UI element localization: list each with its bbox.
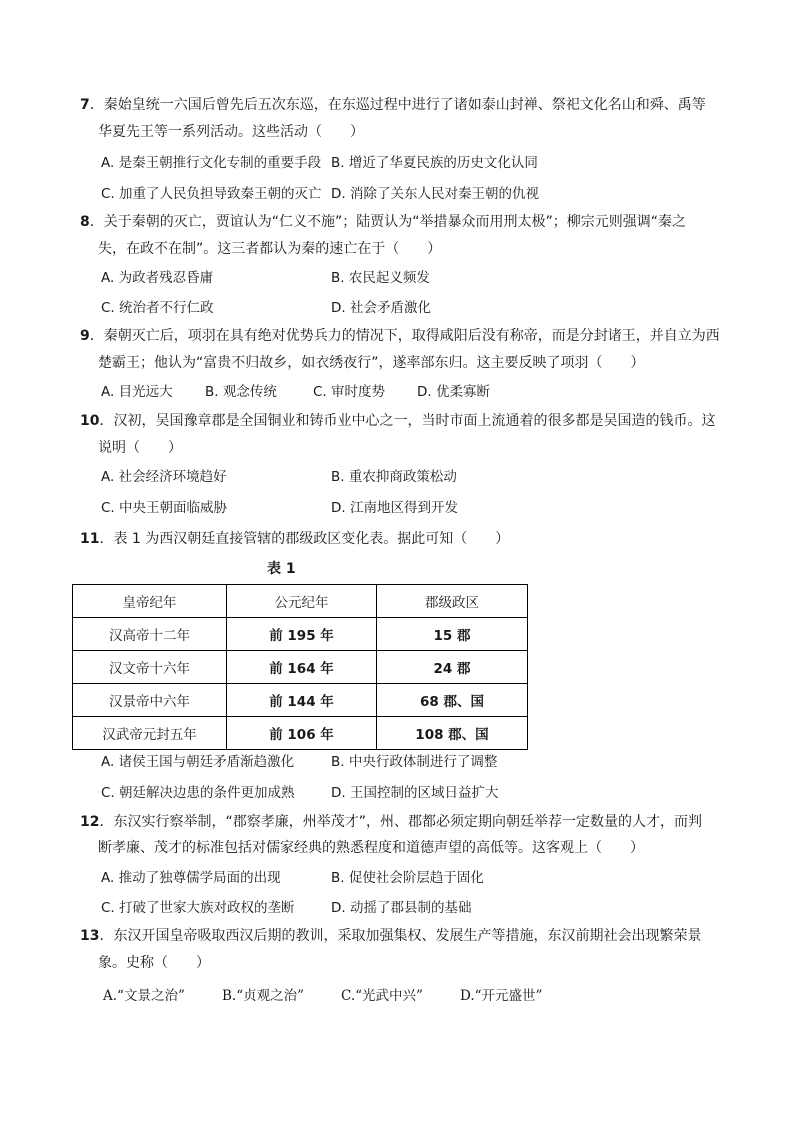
table-header-cell: 郡级政区 (377, 585, 528, 618)
table-cell: 108 郡、国 (377, 717, 528, 750)
question-text: ．关于秦朝的灭亡，贾谊认为“仁义不施”；陆贾认为“举措暴众而用刑太极”；柳宗元则强调“秦之 (89, 214, 687, 230)
table-header-cell: 公元纪年 (227, 585, 377, 618)
question-12-option-d[interactable]: D. 动摇了郡县制的基础 (331, 900, 472, 916)
table-cell: 24 郡 (377, 651, 528, 684)
question-12-option-c[interactable]: C. 打破了世家大族对政权的垄断 (101, 900, 295, 916)
table-cell: 15 郡 (377, 618, 528, 651)
question-10-stem-cont: 说明（ ） (98, 440, 182, 456)
table-cell: 前 164 年 (227, 651, 377, 684)
question-13-stem (80, 926, 701, 946)
table-cell: 汉武帝元封五年 (73, 717, 227, 750)
question-10-stem (80, 411, 715, 431)
question-11-option-a[interactable]: A. 诸侯王国与朝廷矛盾渐趋激化 (101, 754, 295, 770)
question-number: 8 (80, 214, 90, 230)
question-11-option-b[interactable]: B. 中央行政体制进行了调整 (331, 754, 498, 770)
question-12-stem-cont: 断孝廉、茂才的标准包括对儒家经典的熟悉程度和道德声望的高低等。这客观上（ ） (98, 840, 644, 856)
question-11-option-d[interactable]: D. 王国控制的区域日益扩大 (331, 785, 499, 801)
question-13-stem-cont: 象。史称（ ） (98, 955, 210, 971)
question-number: 13 (80, 928, 100, 944)
question-12-option-a[interactable]: A. 推动了独尊儒学局面的出现 (101, 870, 281, 886)
question-number: 12 (80, 814, 100, 830)
question-8-stem (80, 212, 686, 232)
question-text: ．秦朝灭亡后，项羽在具有绝对优势兵力的情况下，取得咸阳后没有称帝，而是分封诸王，并自立为西 (89, 328, 720, 344)
table-cell: 前 144 年 (227, 684, 377, 717)
question-9-option-a[interactable]: A. 目光远大 (101, 384, 173, 400)
table-title: 表 1 (267, 561, 296, 577)
question-7-option-a[interactable]: A. 是秦王朝推行文化专制的重要手段 (101, 155, 322, 171)
question-11-stem (80, 529, 509, 549)
question-text: ．东汉开国皇帝吸取西汉后期的教训，采取加强集权、发展生产等措施，东汉前期社会出现繁荣景 (99, 928, 702, 944)
table-cell: 68 郡、国 (377, 684, 528, 717)
table-cell: 汉高帝十二年 (73, 618, 227, 651)
question-12-option-b[interactable]: B. 促使社会阶层趋于固化 (331, 870, 484, 886)
question-7-option-c[interactable]: C. 加重了人民负担导致秦王朝的灭亡 (101, 186, 322, 202)
question-9-stem-cont: 楚霸王；他认为“富贵不归故乡，如衣绣夜行”，遂率部东归。这主要反映了项羽（ ） (98, 355, 645, 371)
table-cell: 前 195 年 (227, 618, 377, 651)
question-10-option-b[interactable]: B. 重农抑商政策松动 (331, 469, 457, 485)
table-row (73, 651, 528, 684)
question-7-option-b[interactable]: B. 增近了华夏民族的历史文化认同 (331, 155, 538, 171)
question-number: 11 (80, 531, 100, 547)
table-row (73, 618, 528, 651)
question-9-option-c[interactable]: C. 审时度势 (313, 384, 386, 400)
question-12-stem (80, 812, 702, 832)
question-number: 9 (80, 328, 90, 344)
question-9-stem (80, 326, 720, 346)
question-10-option-c[interactable]: C. 中央王朝面临威胁 (101, 500, 228, 516)
table-header-row (73, 585, 528, 618)
question-13-option-d[interactable]: D.“开元盛世” (460, 988, 543, 1004)
table-row (73, 717, 528, 750)
question-9-option-b[interactable]: B. 观念传统 (205, 384, 277, 400)
question-10-option-a[interactable]: A. 社会经济环境趋好 (101, 469, 227, 485)
question-text: ．汉初，吴国豫章郡是全国铜业和铸币业中心之一，当时市面上流通着的很多都是吴国造的钱币。这 (99, 413, 716, 429)
question-8-option-d[interactable]: D. 社会矛盾激化 (331, 300, 431, 316)
question-13-option-a[interactable]: A.“文景之治” (103, 988, 185, 1004)
question-8-stem-cont: 失，在政不在制”。这三者都认为秦的速亡在于（ ） (98, 241, 442, 257)
table-header-cell: 皇帝纪年 (73, 585, 227, 618)
question-8-option-c[interactable]: C. 统治者不行仁政 (101, 300, 214, 316)
table-cell: 前 106 年 (227, 717, 377, 750)
district-change-table (72, 584, 528, 750)
table-cell: 汉文帝十六年 (73, 651, 227, 684)
question-text: ．秦始皇统一六国后曾先后五次东巡，在东巡过程中进行了诸如泰山封禅、祭祀文化名山和舜、禹等 (89, 97, 706, 113)
question-7-stem-cont: 华夏先王等一系列活动。这些活动（ ） (98, 124, 364, 140)
question-7-option-d[interactable]: D. 消除了关东人民对秦王朝的仇视 (331, 186, 539, 202)
question-10-option-d[interactable]: D. 江南地区得到开发 (331, 500, 458, 516)
question-7-stem (80, 95, 706, 115)
question-9-option-d[interactable]: D. 优柔寡断 (417, 384, 490, 400)
question-11-option-c[interactable]: C. 朝廷解决边患的条件更加成熟 (101, 785, 295, 801)
table-row (73, 684, 528, 717)
table-cell: 汉景帝中六年 (73, 684, 227, 717)
question-number: 10 (80, 413, 100, 429)
question-8-option-b[interactable]: B. 农民起义频发 (331, 270, 430, 286)
question-text: ．表 1 为西汉朝廷直接管辖的郡级政区变化表。据此可知（ ） (99, 531, 510, 547)
question-8-option-a[interactable]: A. 为政者残忍昏庸 (101, 270, 214, 286)
question-13-option-b[interactable]: B.“贞观之治” (222, 988, 305, 1004)
question-number: 7 (80, 97, 90, 113)
question-13-option-c[interactable]: C.“光武中兴” (341, 988, 423, 1004)
question-text: ．东汉实行察举制，“郡察孝廉，州举茂才”，州、郡都必须定期向朝廷举荐一定数量的人才，而判 (99, 814, 702, 830)
